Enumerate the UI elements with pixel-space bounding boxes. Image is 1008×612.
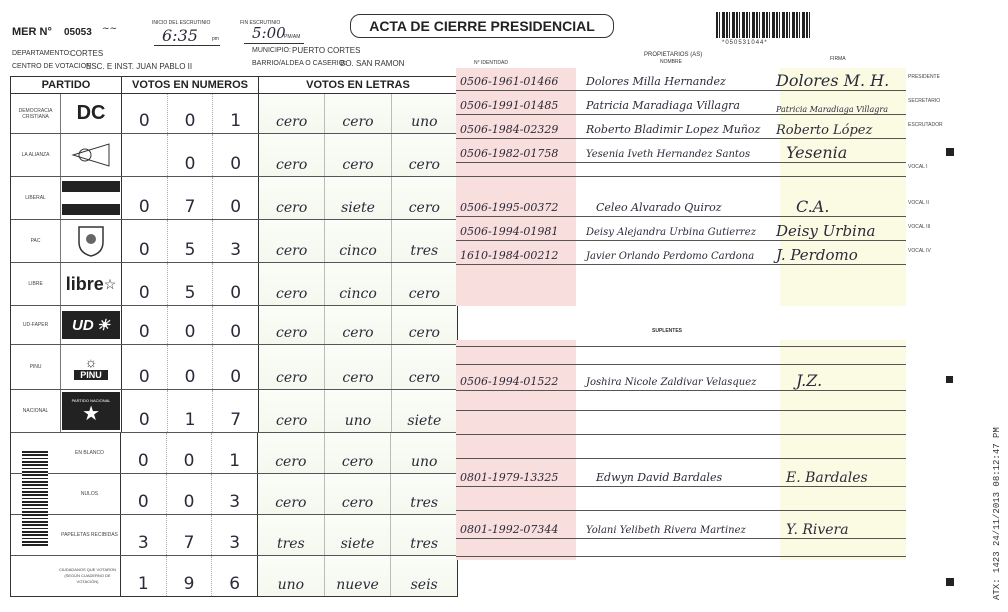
- role-label: VOCAL I: [908, 164, 928, 170]
- member-name: Dolores Milla Hernandez: [586, 75, 726, 88]
- votes-table: [10, 76, 458, 597]
- mer-scribble: ~~: [102, 24, 118, 34]
- table-row: DEMOCRACIA CRISTIANA DC 0 0 1 cero cero uno: [11, 94, 457, 134]
- pac-shield-icon: [61, 220, 121, 262]
- identity-number: 0506-1982-01758: [460, 147, 559, 160]
- sun-icon: ☼: [84, 354, 98, 370]
- table-row: NULOS 0 0 3 cero cero tres: [11, 474, 457, 515]
- list-item-empty: [456, 496, 906, 511]
- member-name: Yesenia Iveth Hernandez Santos: [586, 149, 751, 160]
- list-item: [456, 220, 906, 241]
- identity-number: 0506-1984-02329: [460, 123, 559, 136]
- centro-label: CENTRO DE VOTACION:: [12, 63, 94, 70]
- barrio-label: BARRIO/ALDEA O CASERIO:: [252, 60, 347, 67]
- nacional-logo: PARTIDO NACIONAL ★: [61, 390, 121, 432]
- list-item: [456, 70, 906, 91]
- member-name: Celeo Alvarado Quiroz: [596, 201, 722, 214]
- list-item: [456, 94, 906, 115]
- municipio-value: PUERTO CORTES: [292, 46, 361, 55]
- barcode: [716, 12, 810, 38]
- role-label: VOCAL II: [908, 200, 929, 206]
- identity-number: 0801-1979-13325: [460, 471, 559, 484]
- fin-suffix: PM/AM: [284, 34, 301, 40]
- signature: Patricia Maradiaga Villagra: [776, 105, 888, 114]
- list-item-empty: [456, 162, 906, 177]
- list-item: [456, 142, 906, 163]
- inicio-value: 6:35: [162, 26, 198, 45]
- list-item-empty: [456, 444, 906, 459]
- list-item: [456, 370, 906, 391]
- ud-logo: UD ☀: [61, 306, 121, 344]
- inicio-line: [154, 45, 220, 46]
- party-name: UD-FAPER: [11, 306, 61, 344]
- member-name: Deisy Alejandra Urbina Gutierrez: [586, 227, 756, 238]
- role-label: VOCAL IV: [908, 248, 931, 254]
- party-name: LA ALIANZA: [11, 134, 61, 176]
- col-numeros: VOTOS EN NUMEROS: [122, 77, 259, 93]
- summary-label: CIUDADANOS QUE VOTARON (SEGÚN CUADERNO DE VOTACIÓN): [11, 556, 121, 596]
- member-name: Edwyn David Bardales: [596, 471, 723, 484]
- col-letras: VOTOS EN LETRAS: [306, 79, 410, 91]
- list-item: [456, 518, 906, 539]
- identity-number: 0506-1995-00372: [460, 201, 559, 214]
- col-partido: PARTIDO: [11, 77, 122, 93]
- propietarios-label: PROPIETARIOS (AS): [644, 52, 703, 58]
- star-icon: ☆: [103, 275, 117, 292]
- list-item: [456, 466, 906, 487]
- suplentes-label: SUPLENTES: [652, 328, 683, 334]
- table-row: PAC 0 5 3 cero cinco tres: [11, 220, 457, 263]
- table-row: PINU ☼ PINU 0 0 0 cero cero cero: [11, 345, 457, 390]
- role-label: PRESIDENTE: [908, 74, 940, 80]
- summary-label: PAPELETAS RECIBIDAS: [11, 515, 121, 555]
- role-label: VOCAL III: [908, 224, 931, 230]
- party-name: LIBERAL: [11, 177, 61, 219]
- signature: J. Perdomo: [776, 246, 858, 264]
- member-name: Javier Orlando Perdomo Cardona: [586, 251, 755, 262]
- table-row: NACIONAL PARTIDO NACIONAL ★ 0 1 7 cero uno siete: [11, 390, 457, 433]
- list-item: [456, 244, 906, 265]
- list-item-empty: [456, 352, 906, 365]
- summary-label: NULOS: [11, 474, 121, 514]
- pinu-logo: ☼ PINU: [61, 345, 121, 389]
- party-name: DEMOCRACIA CRISTIANA: [11, 94, 61, 133]
- fin-value: 5:00: [252, 24, 286, 42]
- star-icon: ★: [82, 402, 101, 425]
- sun-icon: ☀: [96, 317, 111, 334]
- summary-label: EN BLANCO: [11, 433, 121, 473]
- identity-number: 1610-1984-00212: [460, 249, 559, 262]
- nombre-label: NOMBRE: [660, 59, 682, 65]
- list-item-empty: [456, 544, 906, 557]
- barcode-text: *050531044*: [722, 40, 768, 46]
- registration-mark: [946, 376, 953, 383]
- member-name: Joshira Nicole Zaldivar Velasquez: [586, 377, 757, 388]
- member-name: Roberto Bladimir Lopez Muñoz: [586, 123, 761, 136]
- identity-number: 0506-1994-01981: [460, 225, 559, 238]
- list-item-empty: [456, 334, 906, 347]
- signature: Roberto López: [776, 123, 873, 138]
- identity-number: 0506-1994-01522: [460, 375, 559, 388]
- party-name: LIBRE: [11, 263, 61, 305]
- side-barcode: [22, 450, 48, 546]
- alianza-logo: [61, 134, 121, 176]
- registration-mark: [946, 148, 954, 156]
- signature: Yesenia: [786, 143, 848, 162]
- table-row: LIBERAL 0 7 0 cero siete cero: [11, 177, 457, 220]
- identity-number: 0506-1991-01485: [460, 99, 559, 112]
- list-item-empty: [456, 396, 906, 411]
- role-label: SECRETARIO: [908, 98, 941, 104]
- signature: Y. Rivera: [786, 522, 849, 538]
- signature: C.A.: [796, 197, 830, 216]
- table-row: PAPELETAS RECIBIDAS 3 7 3 tres siete tres: [11, 515, 457, 556]
- centro-value: ESC. E INST. JUAN PABLO II: [86, 62, 193, 71]
- fin-label: FIN ESCRUTINIO: [240, 20, 281, 26]
- barrio-value: BO. SAN RAMON: [340, 59, 405, 68]
- member-name: Yolani Yelibeth Rivera Martinez: [586, 525, 746, 536]
- signature: Deisy Urbina: [776, 222, 876, 240]
- party-name: PAC: [11, 220, 61, 262]
- table-row: UD-FAPER UD ☀ 0 0 0 cero cero cero: [11, 306, 457, 345]
- registration-mark: [946, 578, 954, 586]
- signature: J.Z.: [796, 371, 823, 390]
- liberal-flag-icon: [61, 177, 121, 219]
- member-name: Patricia Maradiaga Villagra: [586, 99, 740, 112]
- identidad-label: N° IDENTIDAD: [474, 60, 508, 66]
- page-title: ACTA DE CIERRE PRESIDENCIAL: [369, 18, 595, 34]
- party-name: NACIONAL: [11, 390, 61, 432]
- identity-number: 0801-1992-07344: [460, 523, 559, 536]
- firma-label: FIRMA: [830, 56, 846, 62]
- party-name: PINU: [11, 345, 61, 389]
- departamento-value: CORTES: [70, 49, 104, 58]
- identity-number: 0506-1961-01466: [460, 75, 559, 88]
- inicio-suffix: pm: [212, 36, 219, 42]
- mer-label: MER N°: [12, 26, 52, 38]
- signature: E. Bardales: [786, 470, 868, 486]
- inicio-label: INICIO DEL ESCRUTINIO: [152, 20, 211, 26]
- side-stamp: ATX: 1423 24/11/2013 08:12:47 PM: [992, 427, 1002, 600]
- dc-logo: DC: [76, 102, 106, 124]
- list-item: [456, 118, 906, 139]
- list-item-empty: [456, 420, 906, 435]
- mer-number: 05053: [64, 27, 92, 38]
- fin-line: [244, 43, 304, 44]
- municipio-label: MUNICIPIO:: [252, 47, 291, 54]
- title-box: [350, 14, 614, 38]
- signature: Dolores M. H.: [776, 71, 890, 90]
- table-row: CIUDADANOS QUE VOTARON (SEGÚN CUADERNO DE VOTACIÓN) 1 9 6 uno nueve seis: [11, 556, 457, 596]
- list-item: [456, 196, 906, 217]
- votes-table-header: [11, 77, 457, 94]
- table-row: EN BLANCO 0 0 1 cero cero uno: [11, 433, 457, 474]
- role-label: ESCRUTADOR: [908, 122, 943, 128]
- departamento-label: DEPARTAMENTO:: [12, 50, 71, 57]
- libre-logo: libre ☆: [65, 273, 117, 294]
- table-row: LA ALIANZA 0 0 cero cero cero: [11, 134, 457, 177]
- table-row: LIBRE libre ☆ 0 5 0 cero cinco cero: [11, 263, 457, 306]
